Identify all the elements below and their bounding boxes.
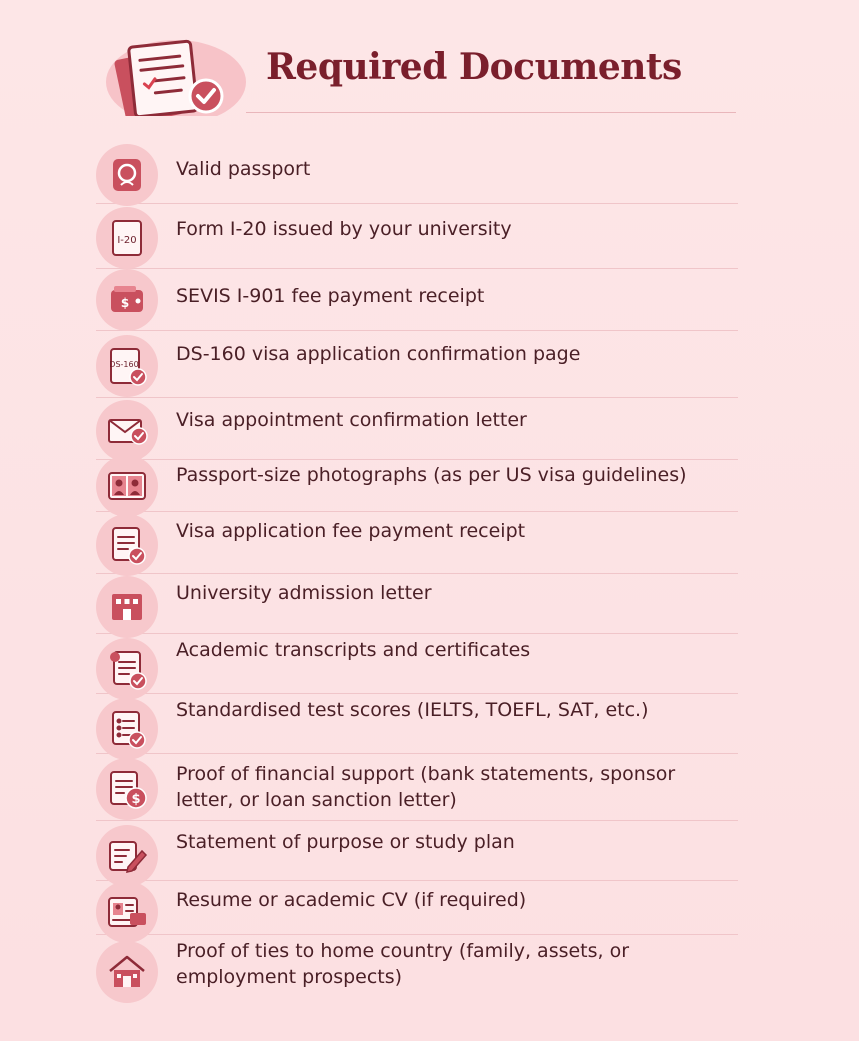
- list-item-label: Resume or academic CV (if required): [176, 889, 527, 911]
- list-item-label: SEVIS I-901 fee payment receipt: [176, 285, 485, 307]
- passport-icon: [96, 144, 158, 206]
- document-pen-icon: [96, 825, 158, 887]
- title-divider: [246, 112, 736, 113]
- svg-text:$: $: [131, 792, 141, 807]
- list-item-label: University admission letter: [176, 582, 432, 604]
- envelope-check-icon: [96, 400, 158, 462]
- list-item-label: Standardised test scores (IELTS, TOEFL, SAT, etc.): [176, 699, 649, 721]
- list-item: [96, 881, 738, 935]
- list-item: [96, 694, 738, 754]
- header: [100, 30, 740, 114]
- list-item-label: Statement of purpose or study plan: [176, 831, 515, 853]
- certificate-check-icon: [96, 638, 158, 700]
- list-item: [96, 512, 738, 574]
- list-item: [96, 204, 738, 269]
- list-item: [96, 331, 738, 398]
- checklist-icon: [96, 698, 158, 760]
- list-item: [96, 142, 738, 204]
- list-item: [96, 821, 738, 881]
- home-icon: [96, 941, 158, 1003]
- list-item: [96, 398, 738, 460]
- list-item-label: Proof of financial support (bank statements, sponsor letter, or loan sanction letter): [176, 763, 676, 811]
- list-item-label: Academic transcripts and certificates: [176, 639, 531, 661]
- list-item-label: Visa appointment confirmation letter: [176, 409, 527, 431]
- page-title: Required Documents: [266, 46, 682, 88]
- list-item-label: Form I-20 issued by your university: [176, 218, 512, 240]
- svg-text:$: $: [120, 296, 130, 310]
- list-item-label: Visa application fee payment receipt: [176, 520, 526, 542]
- receipt-check-icon: [96, 514, 158, 576]
- ds160-document-check-icon: [96, 335, 158, 397]
- photographs-icon: [96, 455, 158, 517]
- list-item: [96, 574, 738, 634]
- list-item-label: Valid passport: [176, 158, 311, 180]
- financial-document-icon: [96, 758, 158, 820]
- list-item-label: Passport-size photographs (as per US visa guidelines): [176, 464, 687, 486]
- resume-id-card-icon: [96, 881, 158, 943]
- document-checklist-icon: [106, 36, 246, 116]
- list-item: [96, 935, 738, 1005]
- document-list: [96, 142, 738, 1005]
- ds160-icon-text: DS-160: [109, 360, 139, 369]
- wallet-dollar-icon: [96, 269, 158, 331]
- form-i20-icon-text: I-20: [117, 235, 137, 246]
- list-item-label: DS-160 visa application confirmation page: [176, 343, 581, 365]
- list-item: [96, 269, 738, 331]
- form-i20-icon: [96, 207, 158, 269]
- list-item: [96, 460, 738, 512]
- list-item: [96, 634, 738, 694]
- list-item: [96, 754, 738, 821]
- university-building-icon: [96, 576, 158, 638]
- list-item-label: Proof of ties to home country (family, assets, or employment prospects): [176, 940, 630, 988]
